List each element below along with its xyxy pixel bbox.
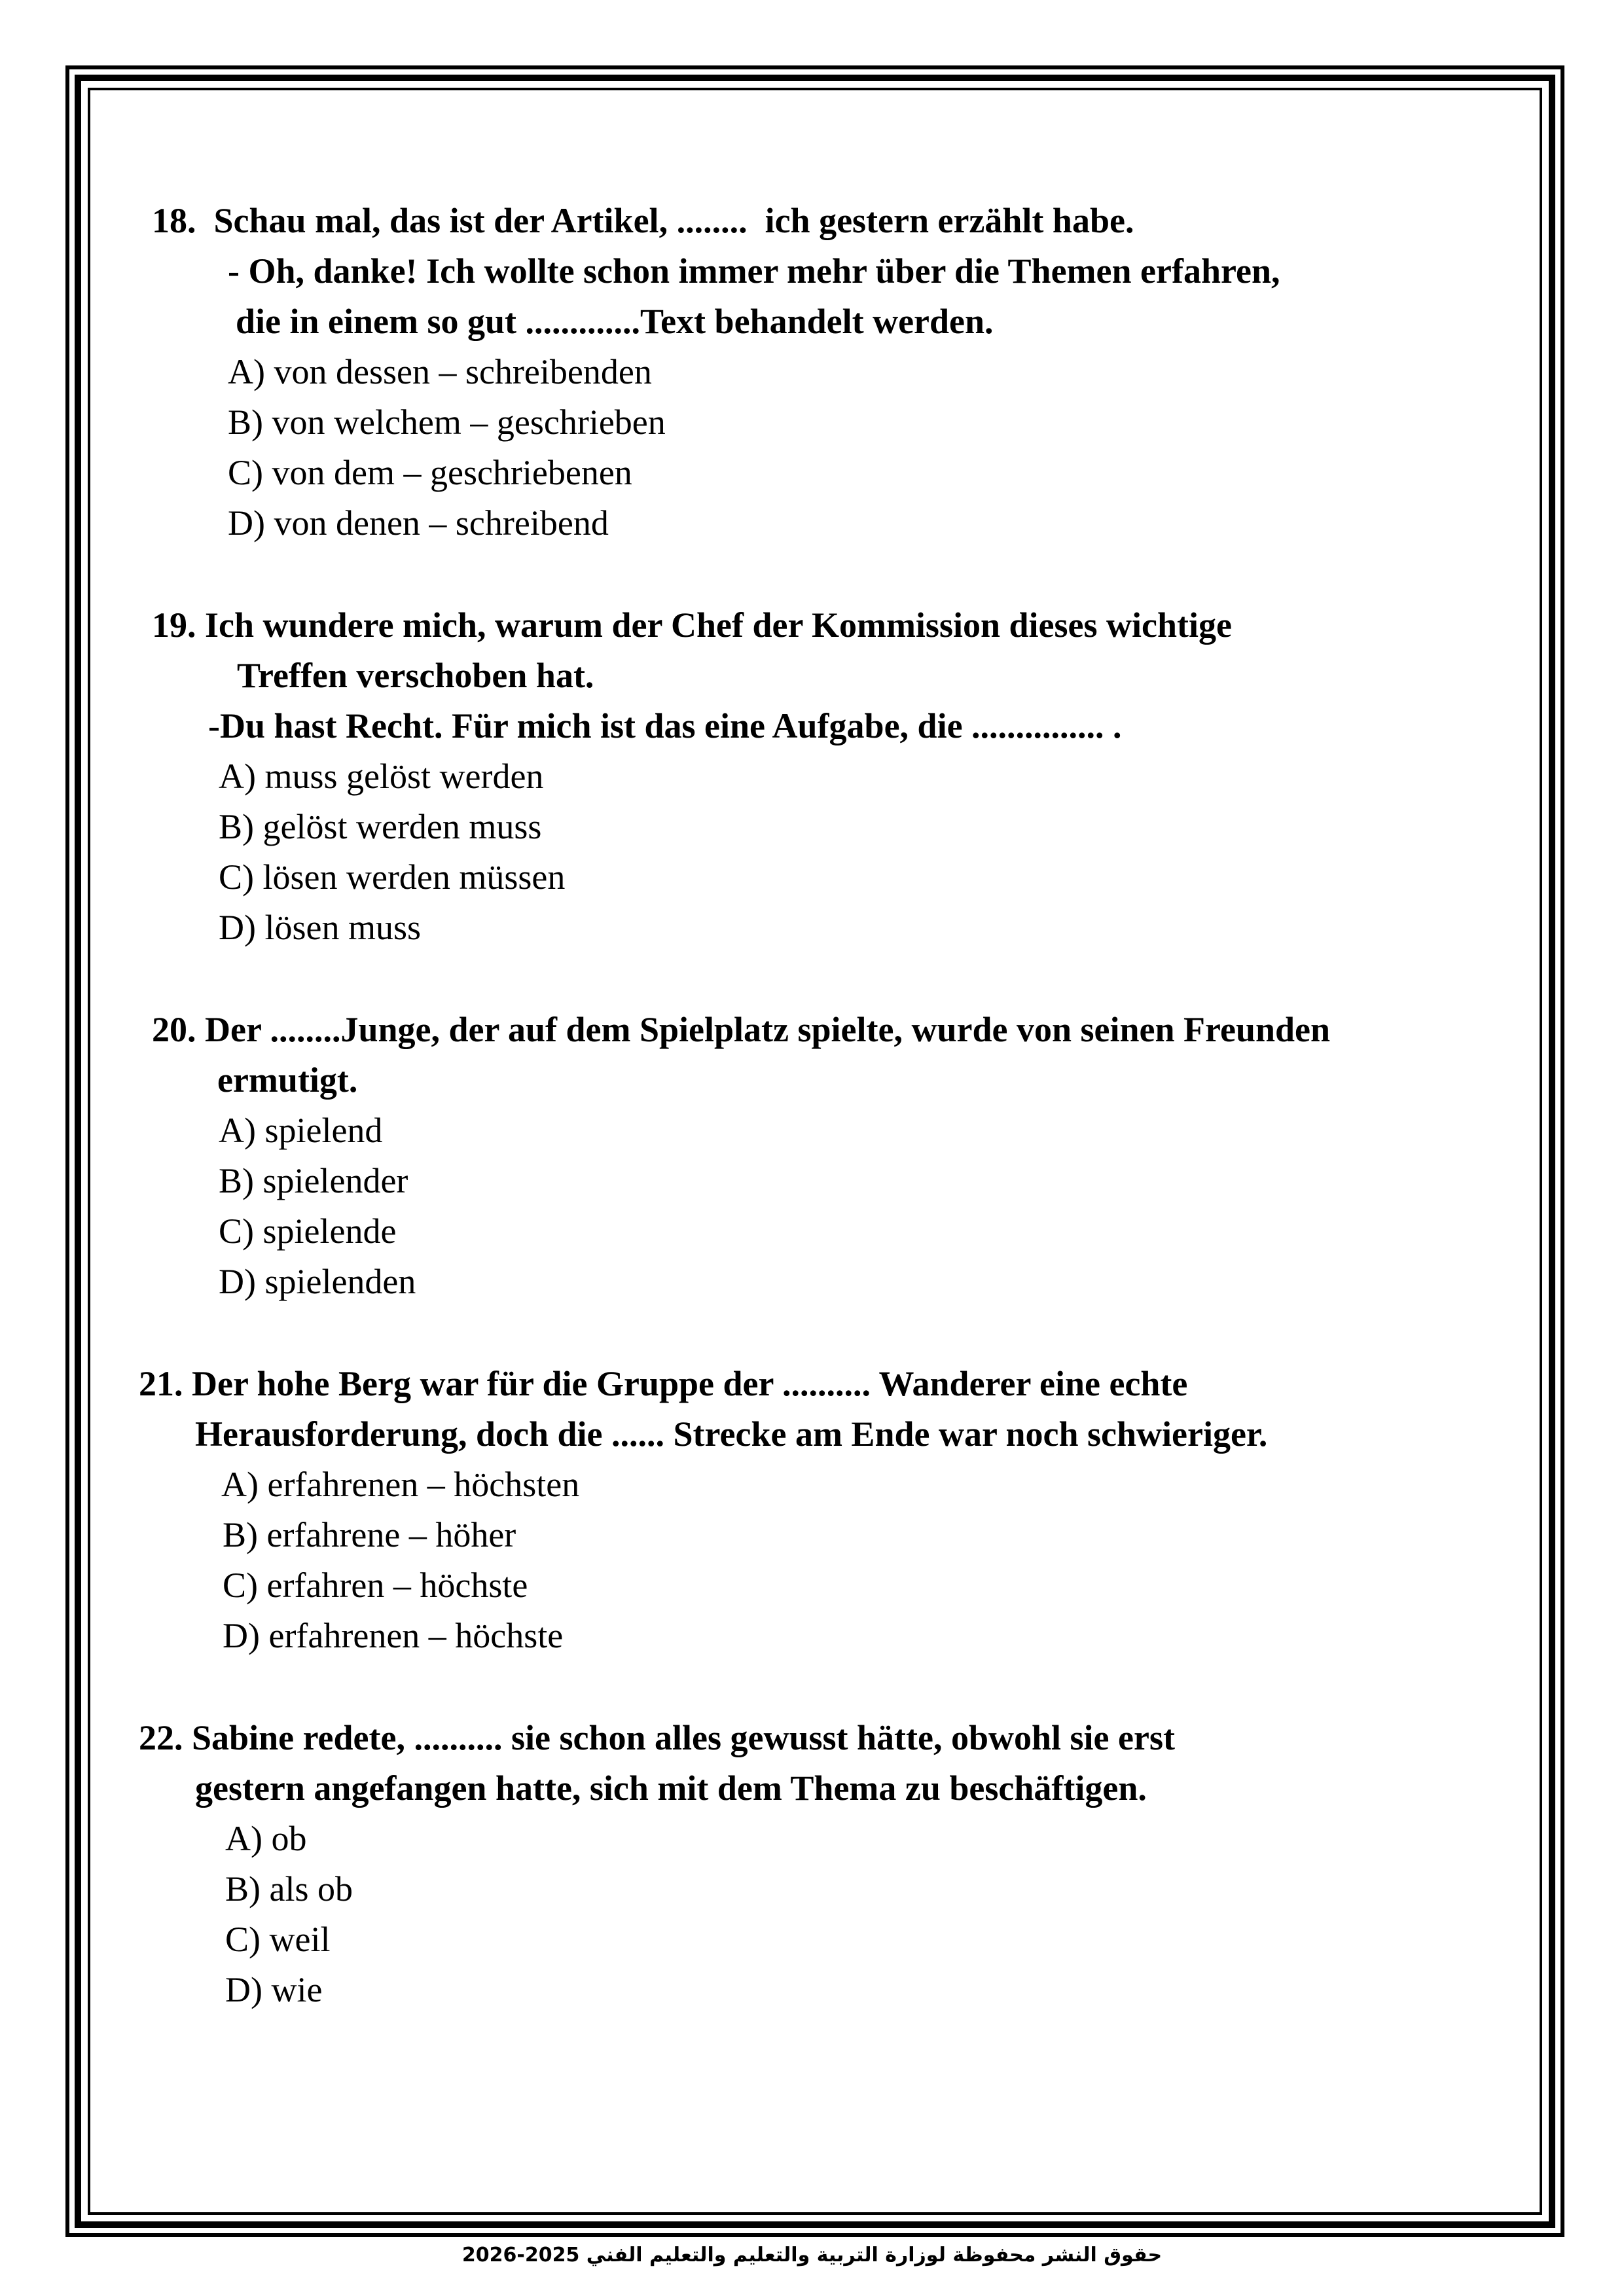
answer-option: A) ob <box>225 1819 307 1858</box>
answer-option: A) von dessen – schreibenden <box>228 352 652 391</box>
answer-option: A) muss gelöst werden <box>219 757 544 796</box>
question-text-line: Treffen verschoben hat. <box>237 656 594 695</box>
answer-option: B) von welchem – geschrieben <box>228 403 666 442</box>
question-text-line: 20. Der ........Junge, der auf dem Spielplatz spielte, wurde von seinen Freunden <box>152 1010 1331 1049</box>
answer-option: D) lösen muss <box>219 908 421 947</box>
answer-option: D) von denen – schreibend <box>228 503 609 543</box>
answer-option: C) spielende <box>219 1211 397 1251</box>
question-text-line: ermutigt. <box>217 1060 358 1100</box>
answer-option: C) weil <box>225 1920 331 1959</box>
question-text-line: 22. Sabine redete, .......... sie schon alles gewusst hätte, obwohl sie erst <box>139 1718 1175 1757</box>
question-text-line: -Du hast Recht. Für mich ist das eine Aufgabe, die ............... . <box>208 706 1122 745</box>
question-text-line: die in einem so gut .............Text behandelt werden. <box>236 302 994 341</box>
answer-option: C) erfahren – höchste <box>223 1566 528 1605</box>
answer-option: A) spielend <box>219 1111 383 1150</box>
question-text-line: Herausforderung, doch die ...... Strecke am Ende war noch schwieriger. <box>195 1414 1268 1454</box>
question-text-line: - Oh, danke! Ich wollte schon immer mehr über die Themen erfahren, <box>228 251 1280 291</box>
question-text-line: 18. Schau mal, das ist der Artikel, ........ ich gestern erzählt habe. <box>152 201 1134 240</box>
answer-option: C) lösen werden müssen <box>219 857 566 897</box>
answer-option: D) wie <box>225 1970 323 2009</box>
answer-option: D) spielenden <box>219 1262 416 1301</box>
answer-option: D) erfahrenen – höchste <box>223 1616 564 1655</box>
answer-option: B) als ob <box>225 1869 353 1909</box>
question-text-line: gestern angefangen hatte, sich mit dem Thema zu beschäftigen. <box>195 1768 1147 1808</box>
question-text-line: 19. Ich wundere mich, warum der Chef der Kommission dieses wichtige <box>152 605 1232 645</box>
copyright-footer: حقوق النشر محفوظة لوزارة التربية والتعليم والتعليم الفني 2025-2026 <box>461 2244 1163 2267</box>
answer-option: B) erfahrene – höher <box>223 1515 516 1554</box>
answer-option: C) von dem – geschriebenen <box>228 453 632 492</box>
question-text-line: 21. Der hohe Berg war für die Gruppe der .......... Wanderer eine echte <box>139 1364 1188 1403</box>
answer-option: B) gelöst werden muss <box>219 807 542 846</box>
answer-option: A) erfahrenen – höchsten <box>221 1465 580 1504</box>
answer-option: B) spielender <box>219 1161 408 1200</box>
